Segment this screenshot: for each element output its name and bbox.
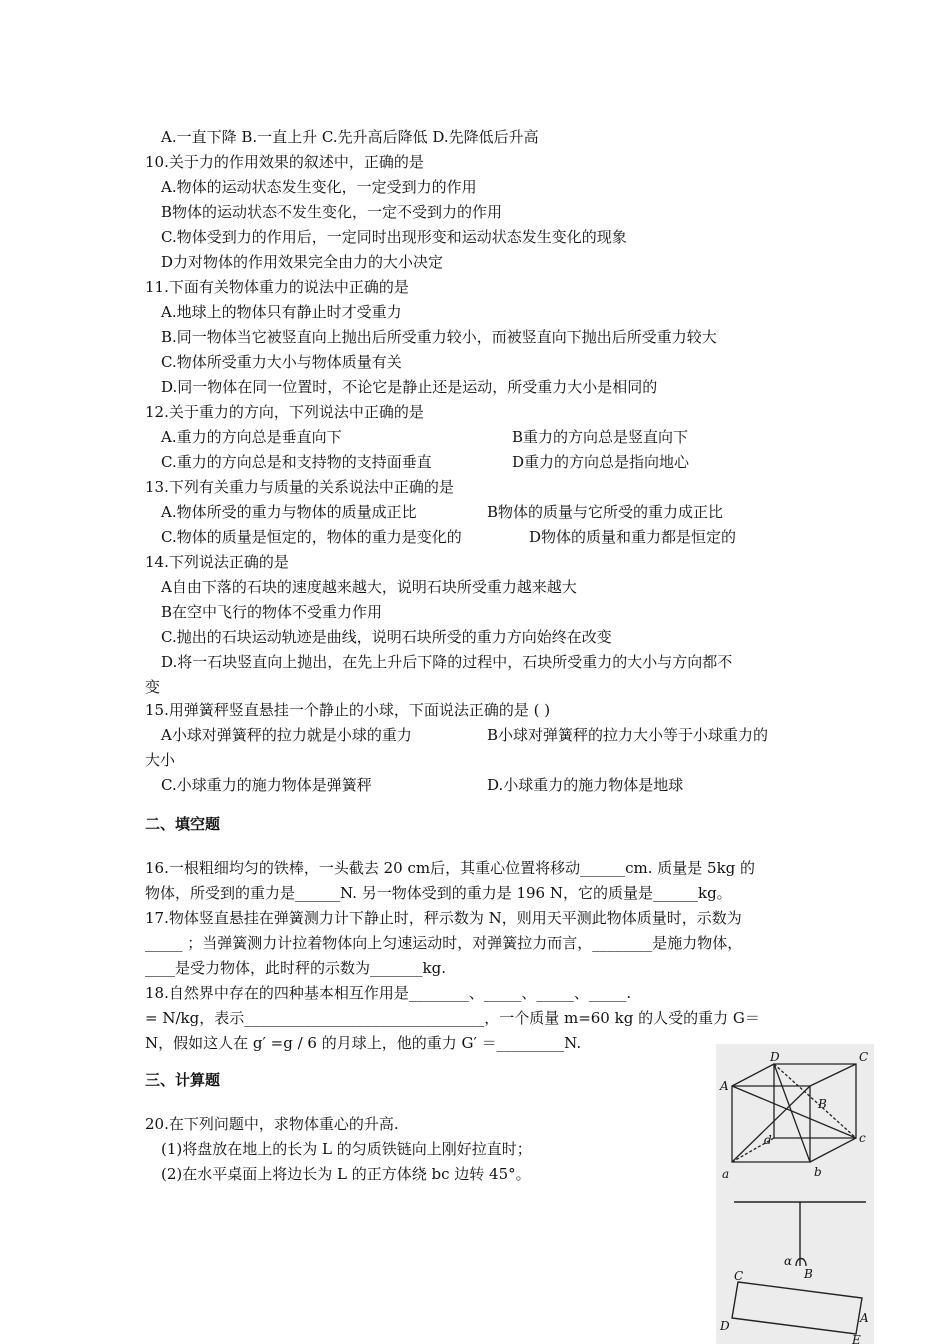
q15-option-b-cont: 大小 — [145, 751, 176, 769]
q17-line-3: ____是受力物体，此时秤的示数为_______kg. — [145, 959, 446, 977]
q18-line-1: 18.自然界中存在的四种基本相互作用是________、_____、_____、_____. — [145, 984, 632, 1002]
q16-line-1: 16.一根粗细均匀的铁棒，一头截去 20 cm后，其重心位置将移动______cm. 质量是 5kg 的 — [145, 859, 756, 877]
q20-stem: 20.在下列问题中，求物体重心的升高. — [145, 1115, 399, 1133]
q10-option-b: B物体的运动状态不发生变化，一定不受到力的作用 — [161, 203, 503, 221]
section-heading-fill-in: 二、填空题 — [145, 815, 221, 833]
q14-option-d-cont: 变 — [145, 678, 161, 696]
label-a: a — [722, 1167, 730, 1181]
cube-edge — [732, 1064, 774, 1086]
q15-option-b: B小球对弹簧秤的拉力大小等于小球重力的 — [487, 726, 769, 744]
label-b: b — [814, 1165, 822, 1179]
q19-line-1: = N/kg，表示________________________________，一个质量 m=60 kg 的人受的重力 G＝ — [145, 1009, 760, 1027]
q13-option-a: A.物体所受的重力与物体的质量成正比 — [161, 503, 417, 521]
q11-option-d: D.同一物体在同一位置时，不论它是静止还是运动，所受重力大小是相同的 — [161, 378, 658, 396]
q14-option-b: B在空中飞行的物体不受重力作用 — [161, 603, 383, 621]
q13-option-d: D物体的质量和重力都是恒定的 — [529, 528, 737, 546]
cube-edge — [810, 1064, 856, 1086]
q11-option-a: A.地球上的物体只有静止时才受重力 — [161, 303, 402, 321]
q14-option-c: C.抛出的石块运动轨迹是曲线，说明石块所受的重力方向始终在改变 — [161, 628, 612, 646]
q10-option-a: A.物体的运动状态发生变化，一定受到力的作用 — [161, 178, 477, 196]
q12-option-c: C.重力的方向总是和支持物的支持面垂直 — [161, 453, 432, 471]
cube-and-hanging-plate-diagram — [716, 1044, 874, 1344]
label-B: B — [818, 1097, 827, 1111]
q17-line-2: _____ ；当弹簧测力计拉着物体向上匀速运动时，对弹簧拉力而言，________是施力物体， — [145, 934, 743, 952]
q14-option-a: A自由下落的石块的速度越来越大，说明石块所受重力越来越大 — [161, 578, 577, 596]
tilted-plate — [732, 1282, 862, 1334]
q15-option-c: C.小球重力的施力物体是弹簧秤 — [161, 776, 372, 794]
q10-option-c: C.物体受到力的作用后，一定同时出现形变和运动状态发生变化的现象 — [161, 228, 627, 246]
cube-diagonal — [732, 1086, 810, 1162]
q13-stem: 13.下列有关重力与质量的关系说法中正确的是 — [145, 478, 454, 496]
q14-stem: 14.下列说法正确的是 — [145, 553, 289, 571]
section-heading-calculation: 三、计算题 — [145, 1071, 221, 1089]
q9-options: A.一直下降 B.一直上升 C.先升高后降低 D.先降低后升高 — [161, 128, 539, 146]
q11-option-b: B.同一物体当它被竖直向上抛出后所受重力较小，而被竖直向下抛出后所受重力较大 — [161, 328, 717, 346]
hook — [796, 1259, 806, 1267]
q12-option-a: A.重力的方向总是垂直向下 — [161, 428, 342, 446]
q10-option-d: D力对物体的作用效果完全由力的大小决定 — [161, 253, 444, 271]
cube-diagonal — [774, 1064, 810, 1162]
q19-line-2: N，假如这人在 g′ =g / 6 的月球上，他的重力 G′ ＝_________N. — [145, 1034, 582, 1052]
label-A2: A — [860, 1311, 869, 1325]
q12-stem: 12.关于重力的方向，下列说法中正确的是 — [145, 403, 424, 421]
q20-part-1: (1)将盘放在地上的长为 L 的匀质铁链向上刚好拉直时； — [161, 1140, 532, 1158]
cube-diagonal — [774, 1064, 856, 1138]
q10-stem: 10.关于力的作用效果的叙述中，正确的是 — [145, 153, 424, 171]
cube-edge — [810, 1138, 856, 1162]
hanging-plate-diagram — [732, 1202, 866, 1334]
cube-diagonal — [732, 1086, 856, 1138]
label-B2: B — [804, 1267, 813, 1281]
label-alpha: α — [784, 1254, 793, 1268]
q11-stem: 11.下面有关物体重力的说法中正确的是 — [145, 278, 409, 296]
label-C: C — [859, 1050, 869, 1064]
label-C2: C — [734, 1269, 744, 1283]
label-A: A — [720, 1079, 729, 1093]
diagram-figure — [716, 1044, 874, 1344]
label-d: d — [764, 1133, 772, 1147]
cube-diagram — [732, 1064, 856, 1162]
q12-option-d: D重力的方向总是指向地心 — [512, 453, 690, 471]
label-D: D — [770, 1050, 780, 1064]
q13-option-b: B物体的质量与它所受的重力成正比 — [487, 503, 724, 521]
q11-option-c: C.物体所受重力大小与物体质量有关 — [161, 353, 402, 371]
q13-option-c: C.物体的质量是恒定的，物体的重力是变化的 — [161, 528, 462, 546]
q16-line-2: 物体，所受到的重力是______N. 另一物体受到的重力是 196 N，它的质量是______kg。 — [145, 884, 732, 902]
q15-stem: 15.用弹簧秤竖直悬挂一个静止的小球，下面说法正确的是 ( ) — [145, 701, 551, 719]
q15-option-a: A小球对弹簧秤的拉力就是小球的重力 — [161, 726, 412, 744]
q17-line-1: 17.物体竖直悬挂在弹簧测力计下静止时，秤示数为 N，则用天平测此物体质量时，示数为 — [145, 909, 742, 927]
label-E2: E — [852, 1333, 861, 1344]
q14-option-d: D.将一石块竖直向上抛出，在先上升后下降的过程中，石块所受重力的大小与方向都不 — [161, 653, 733, 671]
label-c: c — [859, 1131, 866, 1145]
q12-option-b: B重力的方向总是竖直向下 — [512, 428, 689, 446]
q15-option-d: D.小球重力的施力物体是地球 — [487, 776, 684, 794]
q20-part-2: (2)在水平桌面上将边长为 L 的正方体绕 bc 边转 45°。 — [161, 1165, 531, 1183]
label-D2: D — [720, 1319, 730, 1333]
